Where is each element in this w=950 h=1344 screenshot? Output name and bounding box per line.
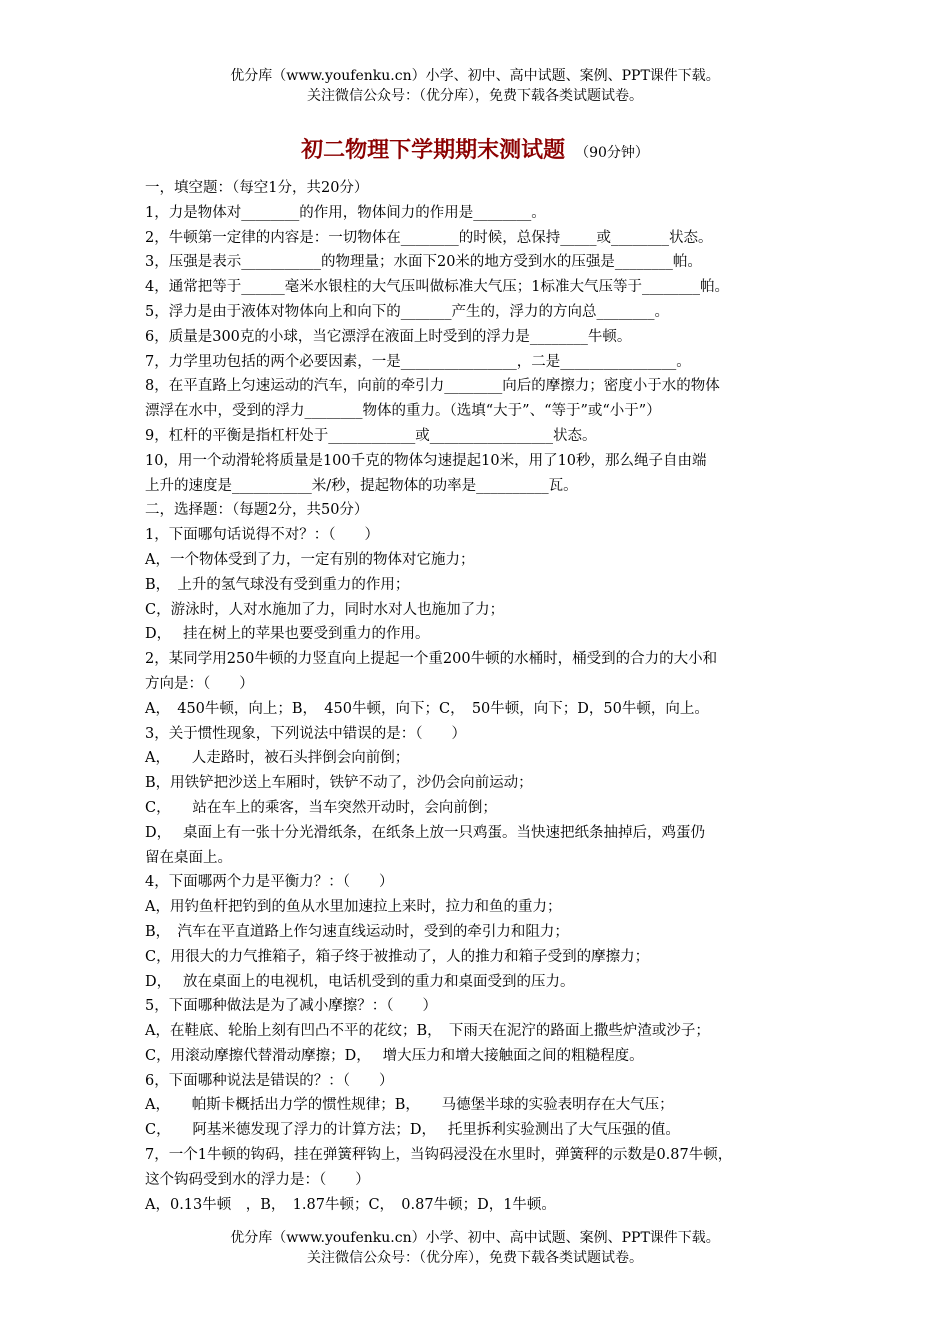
text-line: C， 站在车上的乘客，当车突然开动时，会向前倒； (145, 799, 497, 816)
text-line: 2，牛顿第一定律的内容是：一切物体在________的时候，总保持_____或________状态。 (145, 229, 713, 246)
text-line: 一，填空题：（每空1分，共20分） (145, 180, 369, 196)
text-line: 1，下面哪句话说得不对？：（ ） (145, 527, 379, 544)
text-line: A，0.13牛顿 ，B， 1.87牛顿；C， 0.87牛顿；D，1牛顿。 (145, 1196, 556, 1213)
text-line: 4，下面哪两个力是平衡力？：（ ） (145, 874, 394, 891)
text-line: A， 帕斯卡概括出力学的惯性规律；B， 马德堡半球的实验表明存在大气压； (145, 1097, 674, 1114)
text-line: D， 放在桌面上的电视机，电话机受到的重力和桌面受到的压力。 (145, 973, 575, 990)
text-line: 8，在平直路上匀速运动的汽车，向前的牵引力________向后的摩擦力；密度小于水的物体 (145, 378, 720, 395)
text-line: 5，浮力是由于液体对物体向上和向下的_______产生的，浮力的方向总________。 (145, 303, 669, 320)
footer-line-1: 优分库（www.youfenku.cn）小学、初中、高中试题、案例、PPT课件下载。 (230, 1230, 720, 1246)
text-line: 6，质量是300克的小球，当它漂浮在液面上时受到的浮力是________牛顿。 (145, 328, 632, 345)
text-line: A，在鞋底、轮胎上刻有凹凸不平的花纹；B， 下雨天在泥泞的路面上撒些炉渣或沙子； (145, 1023, 710, 1040)
text-line: A， 450牛顿，向上；B， 450牛顿，向下；C， 50牛顿，向下；D，50牛顿，向上。 (145, 700, 709, 717)
title-block (0, 133, 950, 164)
text-line: 5，下面哪种做法是为了减小摩擦？：（ ） (145, 998, 437, 1015)
text-line: A，一个物体受到了力，一定有别的物体对它施力； (145, 551, 475, 568)
page-title: 初二物理下学期期末测试题 (301, 138, 566, 163)
text-line: 方向是：（ ） (145, 675, 254, 692)
text-line: C， 阿基米德发现了浮力的计算方法；D， 托里拆利实验测出了大气压强的值。 (145, 1122, 680, 1139)
header-line-2: 关注微信公众号：（优分库），免费下载各类试题试卷。 (307, 88, 643, 104)
text-line: 这个钩码受到水的浮力是：（ ） (145, 1171, 370, 1188)
text-line: 3，压强是表示___________的物理量；水面下20米的地方受到水的压强是________帕。 (145, 254, 702, 271)
text-line: A， 人走路时，被石头拌倒会向前倒； (145, 750, 410, 767)
text-line: D， 挂在树上的苹果也要受到重力的作用。 (145, 626, 430, 643)
text-line: C，游泳时，人对水施加了力，同时水对人也施加了力； (145, 601, 505, 618)
exam-content (145, 176, 815, 1217)
footer-line-2: 关注微信公众号：（优分库），免费下载各类试题试卷。 (307, 1250, 643, 1266)
text-line: D， 桌面上有一张十分光滑纸条，在纸条上放一只鸡蛋。当快速把纸条抽掉后，鸡蛋仍 (145, 824, 705, 841)
text-line: B， 上升的氢气球没有受到重力的作用； (145, 576, 410, 593)
text-line: 9，杠杆的平衡是指杠杆处于____________或_________________状态。 (145, 427, 597, 444)
text-line: C，用滚动摩擦代替滑动摩擦；D， 增大压力和增大接触面之间的粗糙程度。 (145, 1047, 644, 1064)
text-line: 4，通常把等于______毫米水银柱的大气压叫做标准大气压；1标准大气压等于________帕。 (145, 279, 729, 296)
text-line: 二，选择题：（每题2分，共50分） (145, 502, 369, 519)
exam-duration: （90分钟） (575, 145, 649, 161)
text-line: 10，用一个动滑轮将质量是100千克的物体匀速提起10米，用了10秒，那么绳子自由端 (145, 452, 707, 469)
text-line: A，用钓鱼杆把钓到的鱼从水里加速拉上来时，拉力和鱼的重力； (145, 899, 562, 916)
text-line: 2，某同学用250牛顿的力竖直向上提起一个重200牛顿的水桶时，桶受到的合力的大小和 (145, 651, 718, 668)
text-line: 上升的速度是___________米/秒，提起物体的功率是__________瓦。 (145, 477, 578, 494)
page-footer (0, 1228, 950, 1268)
text-line: 7，一个1牛顿的钩码，挂在弹簧秤钩上，当钩码浸没在水里时，弹簧秤的示数是0.87牛顿， (145, 1147, 733, 1164)
page-header (0, 66, 950, 106)
text-line: 7，力学里功包括的两个必要因素，一是________________，二是________________。 (145, 353, 691, 370)
text-line: 漂浮在水中，受到的浮力________物体的重力。（选填“大于”、“等于”或“小于”） (145, 403, 661, 420)
text-line: C，用很大的力气推箱子，箱子终于被推动了，人的推力和箱子受到的摩擦力； (145, 948, 650, 965)
text-line: 3，关于惯性现象，下列说法中错误的是：（ ） (145, 725, 466, 742)
text-line: B， 汽车在平直道路上作匀速直线运动时，受到的牵引力和阻力； (145, 923, 569, 940)
header-line-1: 优分库（www.youfenku.cn）小学、初中、高中试题、案例、PPT课件下载。 (230, 68, 720, 84)
text-line: 留在桌面上。 (145, 849, 232, 866)
text-line: B，用铁铲把沙送上车厢时，铁铲不动了，沙仍会向前运动； (145, 775, 533, 792)
text-line: 6，下面哪种说法是错误的？：（ ） (145, 1072, 394, 1089)
text-line: 1，力是物体对________的作用，物体间力的作用是________。 (145, 204, 546, 221)
